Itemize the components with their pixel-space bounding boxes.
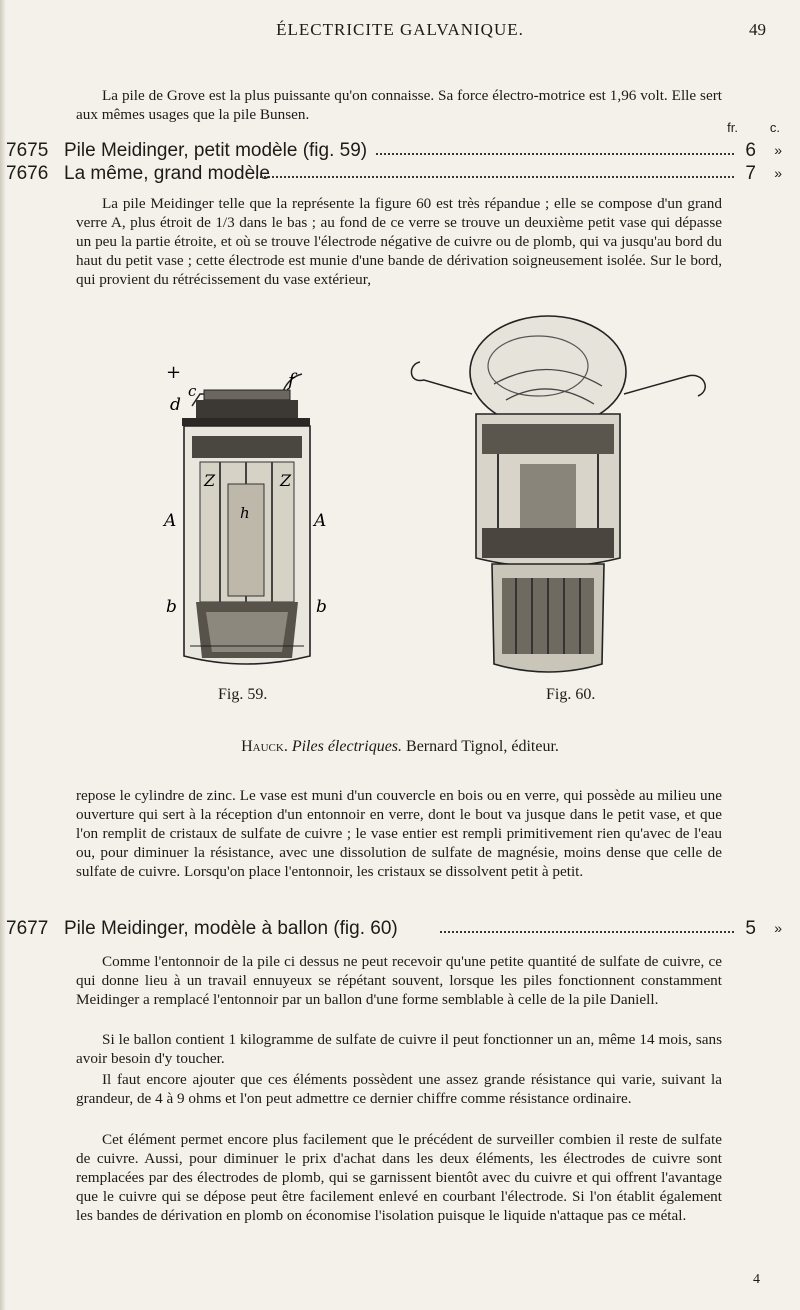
entry-price-centimes: » <box>774 165 782 181</box>
running-head-title: ÉLECTRICITE GALVANIQUE. <box>276 20 524 39</box>
figure-59-illustration <box>162 366 332 676</box>
paragraph-text: Comme l'entonnoir de la pile ci dessus ne peut recevoir qu'une petite quantité de sulfate de cuivre, ce qui donne lieu à un travail ennuyeux se répétant souvent, lorsque les piles fonctionnent constamment Meidinger a remplacé l'entonnoir par un ballon d'une forme semblable à celle de la pile Daniell. <box>76 953 722 1008</box>
paragraph-text: Cet élément permet encore plus facilement que le précédent de surveiller combien il reste de sulfate de cuivre. Aussi, pour diminuer le prix d'achat dans les deux éléments, les électrodes de cuivre sont remplacées par des électrodes de plomb, qui se garnissent bientôt avec du cuivre et qui offrent l'avantage que le cuivre qui se dépose peut être facilement enlevé en courbant l'électrode. Si l'on établit également les bandes de dérivation en plomb on économise l'isolation puisque le liquide n'attaque pas ce métal. <box>76 1131 722 1224</box>
leader-dots <box>440 931 734 933</box>
intro-paragraph <box>76 86 722 124</box>
signature-mark: 4 <box>753 1272 760 1287</box>
ballon-paragraph-4 <box>76 1130 722 1225</box>
fig59-label-f: f <box>288 370 295 391</box>
fig59-label-h: h <box>240 504 250 522</box>
leader-dots <box>256 176 734 178</box>
ballon-paragraph-3 <box>76 1070 722 1108</box>
fig59-label-z-left: Z <box>204 471 216 490</box>
entry-label: Pile Meidinger, petit modèle (fig. 59) <box>64 140 368 161</box>
description-text: La pile Meidinger telle que la représente la figure 60 est très répandue ; elle se compose d'un grand verre A, plus étroit de 1/3 dans le bas ; au fond de ce verre se trouve un deuxième petit vase qui dépasse un peu la partie étroite, et où se trouve l'électrode négative de cuivre ou de plomb, qui va jusqu'au bord du haut du petit vase ; cette électrode est munie d'une bande de dérivation soigneusement isolée. Sur le bord, qui provient du rétrécissement du vase extérieur, <box>76 195 722 288</box>
entry-price-centimes: » <box>774 920 782 936</box>
intro-text: La pile de Grove est la plus puissante qu'on connaisse. Sa force électro-motrice est 1,96 volt. Elle sert aux mêmes usages que la pile Bunsen. <box>76 87 722 123</box>
figure-60-caption: Fig. 60. <box>546 686 596 703</box>
description-paragraph-continued <box>76 786 722 881</box>
entry-price-francs: 7 <box>745 163 756 184</box>
leader-dots <box>376 153 734 155</box>
ballon-paragraph-1 <box>76 952 722 1009</box>
fig59-label-b-left: b <box>166 597 177 617</box>
catalog-entry <box>0 918 800 946</box>
ballon-paragraph-2 <box>76 1030 722 1068</box>
entry-price-centimes: » <box>774 142 782 158</box>
description-paragraph <box>76 194 722 289</box>
credit-title: Piles électriques. <box>291 738 403 755</box>
fig59-label-c: c <box>188 382 197 400</box>
entry-price-francs: 5 <box>745 918 756 939</box>
paragraph-text: Si le ballon contient 1 kilogramme de sulfate de cuivre il peut fonctionner un an, même 14 mois, sans avoir besoin d'y toucher. <box>76 1031 722 1067</box>
page-spine <box>0 0 6 1310</box>
running-head <box>0 20 800 46</box>
page-number: 49 <box>749 20 766 39</box>
entry-number: 7675 <box>6 140 49 161</box>
description-text: repose le cylindre de zinc. Le vase est muni d'un couvercle en bois ou en verre, qui possède au milieu une ouverture qui sert à la réception d'un entonnoir en verre, dont le bout va jusque dans le petit vase, et que l'on remplit de cristaux de sulfate de cuivre ; le vase entier est rempli primitivement rien qu'avec de l'eau ou, pour diminuer la résistance, avec une dissolution de sulfate de magnésie, moins dense que celle de sulfate de cuivre. Lorsqu'on place l'entonnoir, les cristaux se dissolvent petit à petit. <box>76 787 722 880</box>
fig59-label-d: d <box>170 395 181 415</box>
credit-publisher: Bernard Tignol, éditeur. <box>406 738 559 755</box>
figure-59-caption: Fig. 59. <box>218 686 268 703</box>
column-head-centimes: c. <box>769 120 780 135</box>
fig59-label-b-right: b <box>316 597 327 617</box>
credit-author: Hauck. <box>241 738 288 755</box>
column-head-francs: fr. <box>727 120 738 135</box>
entry-number: 7677 <box>6 918 49 939</box>
fig59-label-z-right: Z <box>280 471 292 490</box>
paragraph-text: Il faut encore ajouter que ces éléments possèdent une assez grande résistance qui varie, suivant la grandeur, de 4 à 9 ohms et l'on peut admettre ce dernier chiffre comme résistance ordinaire. <box>76 1071 722 1107</box>
entry-label: Pile Meidinger, modèle à ballon (fig. 60) <box>64 918 398 939</box>
figure-60-illustration <box>398 314 726 684</box>
fig59-label-a-left: A <box>164 511 177 531</box>
catalog-entry <box>0 163 800 191</box>
entry-label: La même, grand modèle <box>64 163 270 184</box>
fig59-label-a-right: A <box>314 511 327 531</box>
entry-number: 7676 <box>6 163 49 184</box>
entry-price-francs: 6 <box>745 140 756 161</box>
figure-credit <box>0 738 800 756</box>
fig59-label-plus: + <box>166 366 182 383</box>
